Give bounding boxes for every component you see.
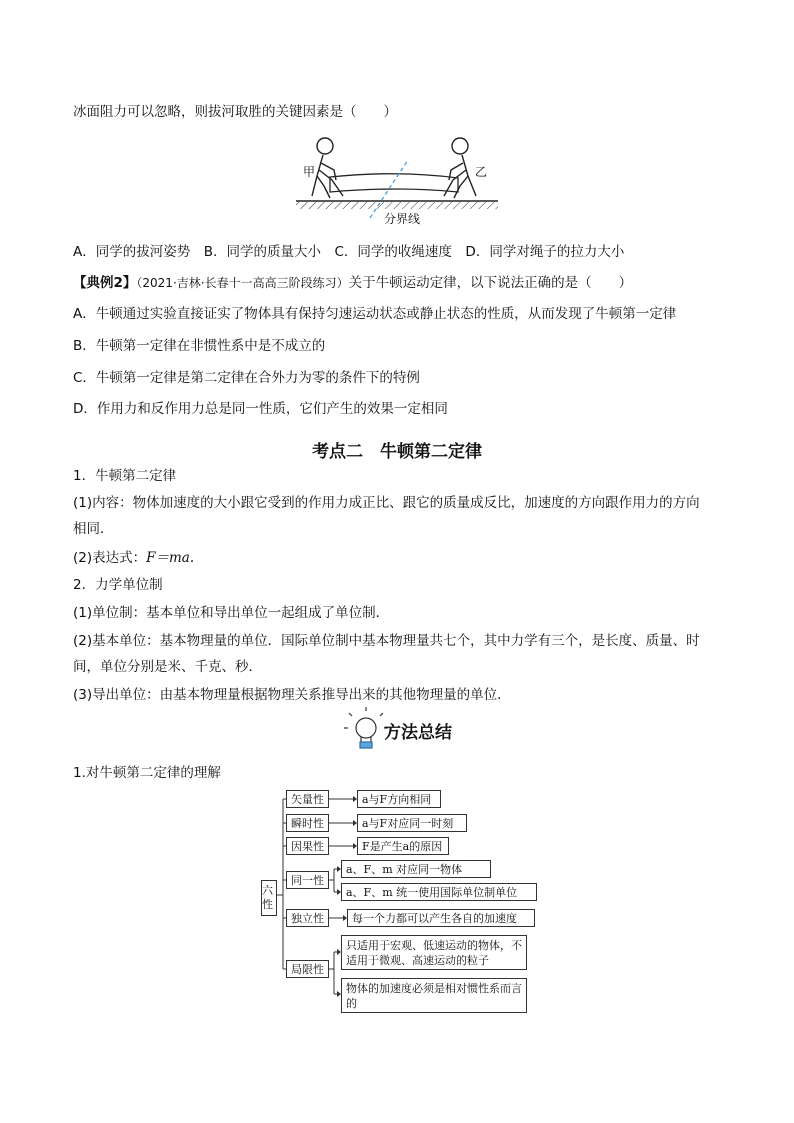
example-option-b: B．牛顿第一定律在非惯性系中是不成立的 xyxy=(73,338,326,354)
question-options: A．同学的拔河姿势 B．同学的质量大小 C．同学的收绳速度 D．同学对绳子的拉力大小 xyxy=(73,244,625,260)
left-person-label: 甲 xyxy=(303,165,316,179)
diagram-label-causal: 因果性 xyxy=(286,837,329,855)
formula-prefix: (2)表达式： xyxy=(73,550,147,566)
units-item-3: (3)导出单位：由基本物理量根据物理关系推导出来的其他物理量的单位． xyxy=(73,687,511,703)
example-question: 关于牛顿运动定律，以下说法正确的是（ ） xyxy=(348,275,633,291)
method-summary-title: 方法总结 xyxy=(384,723,452,743)
diagram-item-independent: 每一个力都可以产生各自的加速度 xyxy=(347,909,535,927)
ground-hatch xyxy=(296,202,498,209)
diagram-item-limit-2: 物体的加速度必须是相对惯性系而言的 xyxy=(341,978,527,1013)
diagram-root: 六性 xyxy=(261,880,277,916)
units-item-1: (1)单位制：基本单位和导出单位一起组成了单位制． xyxy=(73,605,390,621)
example-tag: 【典例2】 xyxy=(73,275,137,291)
diagram-label-vector: 矢量性 xyxy=(286,790,329,808)
diagram-label-limit: 局限性 xyxy=(286,960,329,978)
diagram-label-instant: 瞬时性 xyxy=(286,814,329,832)
example-option-d: D．作用力和反作用力总是同一性质，它们产生的效果一定相同 xyxy=(73,401,448,417)
tug-of-war-figure xyxy=(0,0,794,240)
units-title: 2．力学单位制 xyxy=(73,577,163,593)
question-intro: 冰面阻力可以忽略，则拔河取胜的关键因素是（ ） xyxy=(73,104,397,120)
right-person-label: 乙 xyxy=(475,165,488,179)
example-2-stem xyxy=(73,274,632,292)
boundary-line-label: 分界线 xyxy=(384,212,421,226)
law-formula xyxy=(73,549,194,567)
example-source: （2021·吉林·长春十一高高三阶段练习） xyxy=(136,276,349,290)
rope xyxy=(330,174,458,192)
diagram-item-instant: a与F对应同一时刻 xyxy=(357,814,467,832)
law-title: 1．牛顿第二定律 xyxy=(73,468,177,484)
units-item-2-line1: (2)基本单位：基本物理量的单位．国际单位制中基本物理量共七个，其中力学有三个，是长度、质量、时 xyxy=(73,633,700,649)
formula: F＝ma. xyxy=(146,550,195,566)
diagram-item-same-1: a、F、m 对应同一物体 xyxy=(341,860,491,878)
understanding-title: 1.对牛顿第二定律的理解 xyxy=(73,765,221,781)
section-heading: 考点二 牛顿第二定律 xyxy=(312,442,482,462)
law-content-line2: 相同． xyxy=(73,521,114,537)
left-person-icon xyxy=(312,138,343,198)
diagram-item-vector: a与F方向相同 xyxy=(357,790,441,808)
diagram-label-independent: 独立性 xyxy=(286,909,329,927)
example-option-c: C．牛顿第一定律是第二定律在合外力为零的条件下的特例 xyxy=(73,370,420,386)
diagram-label-same: 同一性 xyxy=(286,871,329,889)
example-option-a: A．牛顿通过实验直接证实了物体具有保持匀速运动状态或静止状态的性质，从而发现了牛顿第一定律 xyxy=(73,306,677,322)
law-content-line1: (1)内容：物体加速度的大小跟它受到的作用力成正比、跟它的质量成反比，加速度的方向跟作用力的方向 xyxy=(73,495,700,511)
units-item-2-line2: 间，单位分别是米、千克、秒． xyxy=(73,659,262,675)
diagram-item-same-2: a、F、m 统一使用国际单位制单位 xyxy=(341,883,537,901)
diagram-item-causal: F是产生a的原因 xyxy=(357,837,449,855)
diagram-item-limit-1: 只适用于宏观、低速运动的物体，不适用于微观、高速运动的粒子 xyxy=(341,935,527,970)
